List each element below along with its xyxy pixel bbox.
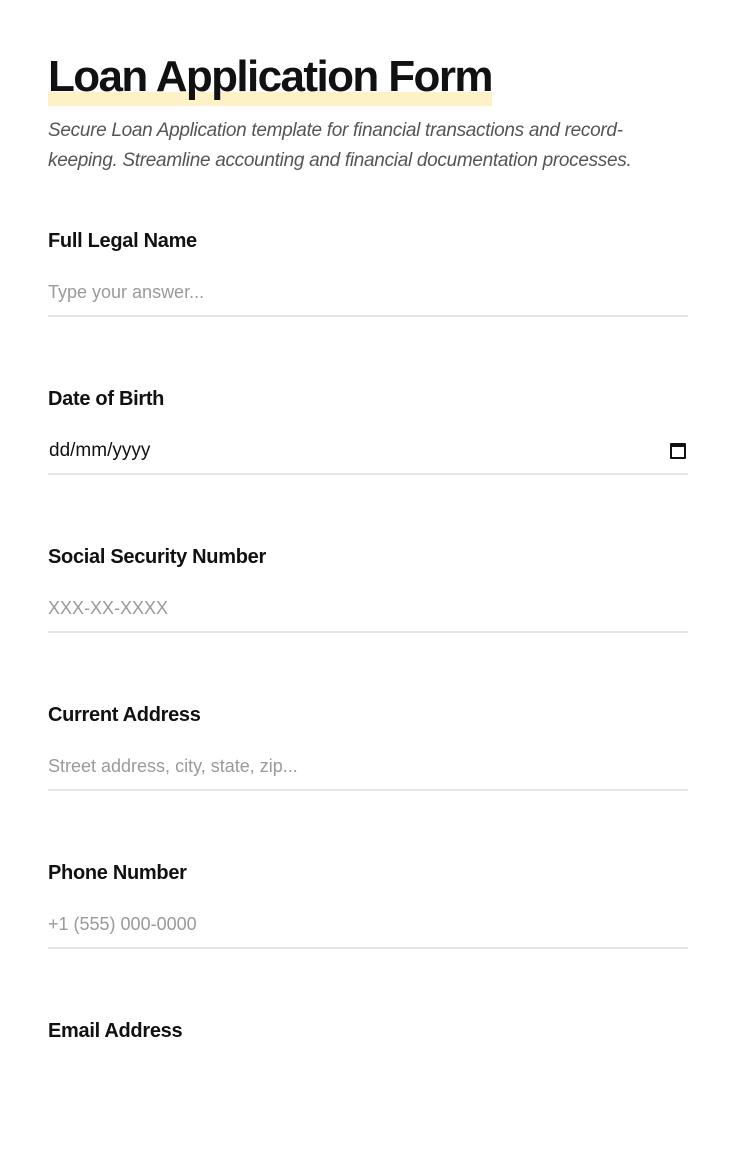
field-ssn: [48, 534, 688, 692]
current-address-input[interactable]: [48, 753, 688, 791]
field-label: Full Legal Name: [48, 230, 197, 252]
field-label: Date of Birth: [48, 388, 165, 410]
field-label: Phone Number: [48, 862, 187, 884]
ssn-input[interactable]: [48, 595, 688, 633]
date-of-birth-input[interactable]: [48, 437, 688, 475]
page-title: Loan Application Form: [48, 52, 492, 106]
field-label: Email Address: [48, 1020, 183, 1042]
phone-number-input[interactable]: [48, 911, 688, 949]
field-full-legal-name: [48, 218, 688, 376]
field-date-of-birth: [48, 376, 688, 534]
page-description: Secure Loan Application template for financial transactions and record-keeping. Streamline accounting and financial documentation processes.: [48, 120, 632, 171]
date-placeholder: dd/mm/yyyy: [49, 440, 151, 461]
field-phone-number: [48, 850, 688, 1008]
field-current-address: [48, 692, 688, 850]
field-email-address: [48, 1008, 688, 1166]
calendar-icon[interactable]: [670, 443, 686, 459]
full-legal-name-input[interactable]: [48, 279, 688, 317]
field-label: Current Address: [48, 704, 201, 726]
field-label: Social Security Number: [48, 546, 266, 568]
